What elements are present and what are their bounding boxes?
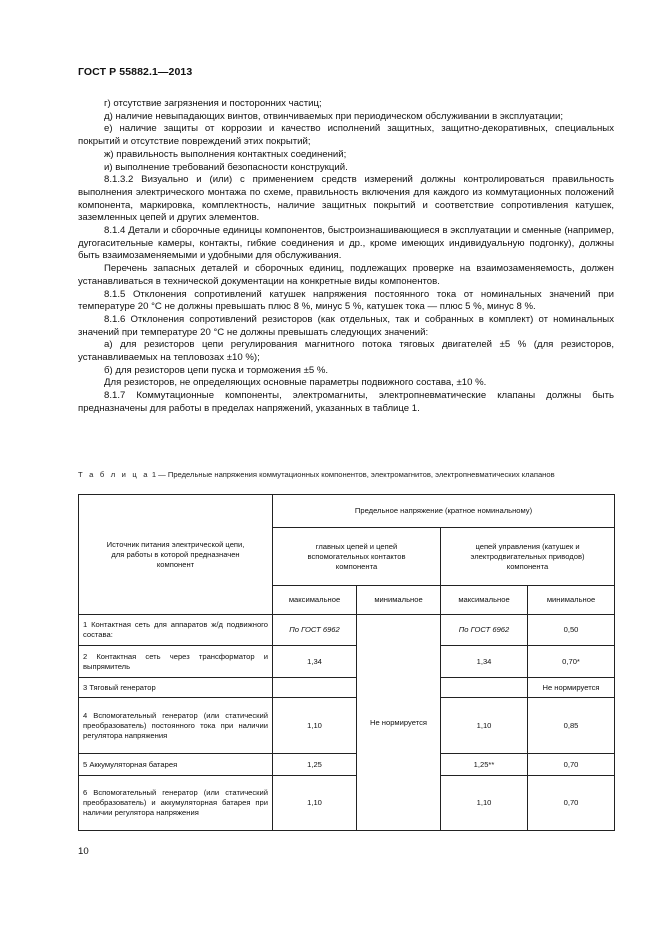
table-header-max: максимальное (441, 586, 528, 615)
table-header-limit: Предельное напряжение (кратное номинальному) (273, 495, 615, 528)
table-header-control-circuits: цепей управления (катушек и электродвигательных приводов) компонента (441, 528, 615, 586)
paragraph: ж) правильность выполнения контактных соединений; (104, 148, 347, 160)
paragraph: 8.1.3.2 Визуально и (или) с применением средств измерений должны контролироваться правильность выполнения электрического монтажа по схеме, правильность включения для каждого из коммутационных положений компонента, маркировка, комплектность, наличие защитных покрытий и соответствие сопротивления катушек, заземленных цепей и других элементов. (78, 174, 614, 224)
table-header-main-circuits: главных цепей и цепей вспомогательных контактов компонента (273, 528, 441, 586)
table-row (79, 698, 615, 754)
paragraph: б) для резисторов цепи пуска и торможения ±5 %. (104, 364, 329, 376)
table-cell-main-min: Не нормируется (357, 615, 441, 831)
paragraph: Для резисторов, не определяющих основные параметры подвижного состава, ±10 %. (104, 377, 487, 389)
table-cell-source: 5 Аккумуляторная батарея (79, 754, 273, 776)
table-caption (78, 470, 614, 480)
table-cell-ctrl-min: Не нормируется (528, 678, 615, 698)
paragraph: д) наличие невыпадающих винтов, отвинчиваемых при периодическом обслуживании в эксплуатации; (104, 110, 564, 122)
table-cell-ctrl-min: 0,50 (528, 615, 615, 646)
table-cell-main-max: По ГОСТ 6962 (273, 615, 357, 646)
table-cell-ctrl-min: 0,70 (528, 776, 615, 831)
table-cell-ctrl-max: 1,10 (441, 776, 528, 831)
paragraph: 8.1.7 Коммутационные компоненты, электромагниты, электропневматические клапаны должны быть предназначены для работы в пределах напряжений, указанных в таблице 1. (78, 390, 614, 414)
table-header-min: минимальное (528, 586, 615, 615)
table-cell-main-max: 1,34 (273, 646, 357, 678)
paragraph: 8.1.5 Отклонения сопротивлений катушек напряжения постоянного тока от номинальных значений при температуре 20 °С не должны превышать плюс 8 %, минус 5 %, катушек тока — плюс 5 %, минус 8 %. (78, 288, 614, 313)
table-cell-source: 2 Контактная сеть через трансформатор и выпрямитель (79, 646, 273, 678)
table-cell-ctrl-max: 1,34 (441, 646, 528, 678)
paragraph: г) отсутствие загрязнения и посторонних частиц; (104, 98, 322, 109)
document-header: ГОСТ Р 55882.1—2013 (78, 66, 193, 78)
paragraph: а) для резисторов цепи регулирования магнитного потока тяговых двигателей ±5 % (для резисторов, устанавливаемых на тепловозах ±10 %); (78, 339, 614, 364)
table-header-max: максимальное (273, 586, 357, 615)
table-row (79, 678, 615, 698)
table-cell-ctrl-max: По ГОСТ 6962 (441, 615, 528, 646)
paragraph: е) наличие защиты от коррозии и качество исполнений защитных, защитно-декоративных, специальных покрытий и отсутствие повреждений этих покрытий; (78, 123, 614, 148)
table-cell-ctrl-min: 0,70* (528, 646, 615, 678)
table-cell-main-max (273, 678, 357, 698)
table-cell-source: 1 Контактная сеть для аппаратов ж/д подвижного состава: (79, 615, 273, 646)
table-header-source: Источник питания электрической цепи, для работы в которой предназначен компонент (79, 495, 273, 615)
table-caption-label: Т а б л и ц а (78, 470, 150, 479)
paragraph: 8.1.6 Отклонения сопротивлений резисторов (как отдельных, так и собранных в комплект) от номинальных значений при температуре 20 °С не должны превышать следующих значений: (78, 313, 614, 338)
table-caption-text: 1 — Предельные напряжения коммутационных компонентов, электромагнитов, электропневматических клапанов (151, 470, 555, 479)
table-header-min: минимальное (357, 586, 441, 615)
paragraph: Перечень запасных деталей и сборочных единиц, подлежащих проверке на взаимозаменяемость, должен устанавливаться в технической документации на конкретные виды компонентов. (78, 263, 614, 287)
table-cell-main-max: 1,10 (273, 698, 357, 754)
voltage-limits-table (78, 494, 615, 831)
paragraph: и) выполнение требований безопасности конструкций. (104, 161, 348, 173)
table-cell-source: 4 Вспомогательный генератор (или статический преобразователь) постоянного тока при наличии регулятора напряжения (79, 698, 273, 754)
table-row (79, 776, 615, 831)
page-number: 10 (78, 846, 89, 857)
table-row (79, 754, 615, 776)
table-cell-main-max: 1,10 (273, 776, 357, 831)
body-text (78, 98, 614, 416)
table-cell-main-max: 1,25 (273, 754, 357, 776)
table-cell-source: 6 Вспомогательный генератор (или статический преобразователь) и аккумуляторная батарея при наличии регулятора напряжения (79, 776, 273, 831)
table-cell-ctrl-max (441, 678, 528, 698)
paragraph: 8.1.4 Детали и сборочные единицы компонентов, быстроизнашивающиеся в эксплуатации и сменные (например, дугогасительные камеры, контакты, гибкие соединения и др., кроме имеющих индивидуальную подгонку), должны быть взаимозаменяемыми и удобными для обслуживания. (78, 225, 614, 262)
table-row (79, 615, 615, 646)
table-cell-ctrl-max: 1,10 (441, 698, 528, 754)
table-row (79, 646, 615, 678)
table-cell-ctrl-min: 0,85 (528, 698, 615, 754)
table-cell-source: 3 Тяговый генератор (79, 678, 273, 698)
table-cell-ctrl-max: 1,25** (441, 754, 528, 776)
table-cell-ctrl-min: 0,70 (528, 754, 615, 776)
